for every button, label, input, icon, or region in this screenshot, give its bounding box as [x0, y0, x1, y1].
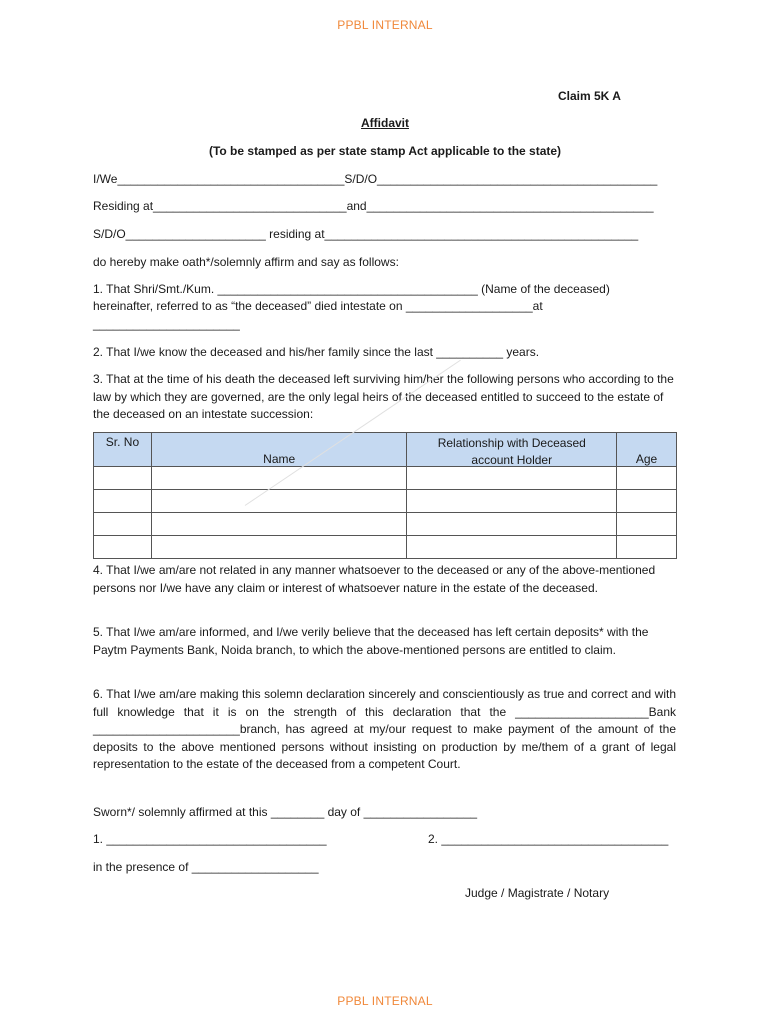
- document-title: Affidavit: [361, 116, 409, 130]
- document-subtitle: (To be stamped as per state stamp Act applicable to the state): [208, 144, 562, 158]
- table-row: [94, 467, 677, 490]
- table-row: [94, 513, 677, 536]
- paragraph-1-line-3: ______________________: [93, 317, 240, 331]
- table-row: [94, 536, 677, 559]
- paragraph-1-line-1: 1. That Shri/Smt./Kum. _______________________________________ (Name of the deceased): [93, 282, 610, 296]
- paragraph-4: 4. That I/we am/are not related in any manner whatsoever to the deceased or any of the above-mentioned persons nor I/we have any claim or interest of whatsoever nature in the estate of the deceased.: [93, 563, 656, 595]
- judge-magistrate-notary: Judge / Magistrate / Notary: [465, 886, 610, 900]
- table-header-row: [94, 433, 677, 467]
- header-name: Name: [151, 433, 407, 467]
- header-age: Age: [617, 433, 677, 467]
- signature-1: 1. _________________________________: [93, 832, 327, 846]
- header-watermark: PPBL INTERNAL: [337, 18, 433, 32]
- sworn-line: Sworn*/ solemnly affirmed at this ________ day of _________________: [93, 805, 478, 819]
- oath-statement: do hereby make oath*/solemnly affirm and say as follows:: [93, 255, 399, 269]
- line-sdo: S/D/O_____________________ residing at_______________________________________________: [93, 227, 639, 241]
- header-relationship: Relationship with Deceased account Holder: [407, 433, 617, 467]
- paragraph-5: 5. That I/we am/are informed, and I/we verily believe that the deceased has left certain deposits* with the Paytm Payments Bank, Noida branch, to which the above-mentioned persons are entitled to claim.: [93, 625, 649, 657]
- claim-reference: Claim 5K A: [558, 89, 621, 103]
- table-row: [94, 490, 677, 513]
- line-residing: Residing at_____________________________and___________________________________________: [93, 199, 654, 213]
- paragraph-2: 2. That I/we know the deceased and his/her family since the last __________ years.: [93, 345, 540, 359]
- paragraph-3: 3. That at the time of his death the deceased left surviving him/her the following persons who according to the law by which they are governed, are the only legal heirs of the deceased entitled to succeed to the estate of the deceased on an intestate succession:: [93, 372, 674, 421]
- footer-watermark: PPBL INTERNAL: [337, 994, 433, 1008]
- legal-heirs-table: [93, 432, 677, 559]
- line-iwe: I/We__________________________________S/D/O__________________________________________: [93, 172, 658, 186]
- paragraph-1-line-2: hereinafter, referred to as “the deceased” died intestate on ___________________at: [93, 299, 543, 313]
- presence-line: in the presence of ___________________: [93, 860, 319, 874]
- header-sr-no: Sr. No: [94, 433, 152, 467]
- paragraph-6: 6. That I/we am/are making this solemn declaration sincerely and conscientiously as true and correct and with full knowledge that it is on the strength of this declaration that the ____________________Bank ______________________branch, has agreed at my/our request to make payment of the amount of the deposits to the above mentioned persons without insisting on production by me/them of a grant of legal representation to the estate of the deceased from a competent Court.: [93, 687, 676, 771]
- signature-2: 2. __________________________________: [428, 832, 669, 846]
